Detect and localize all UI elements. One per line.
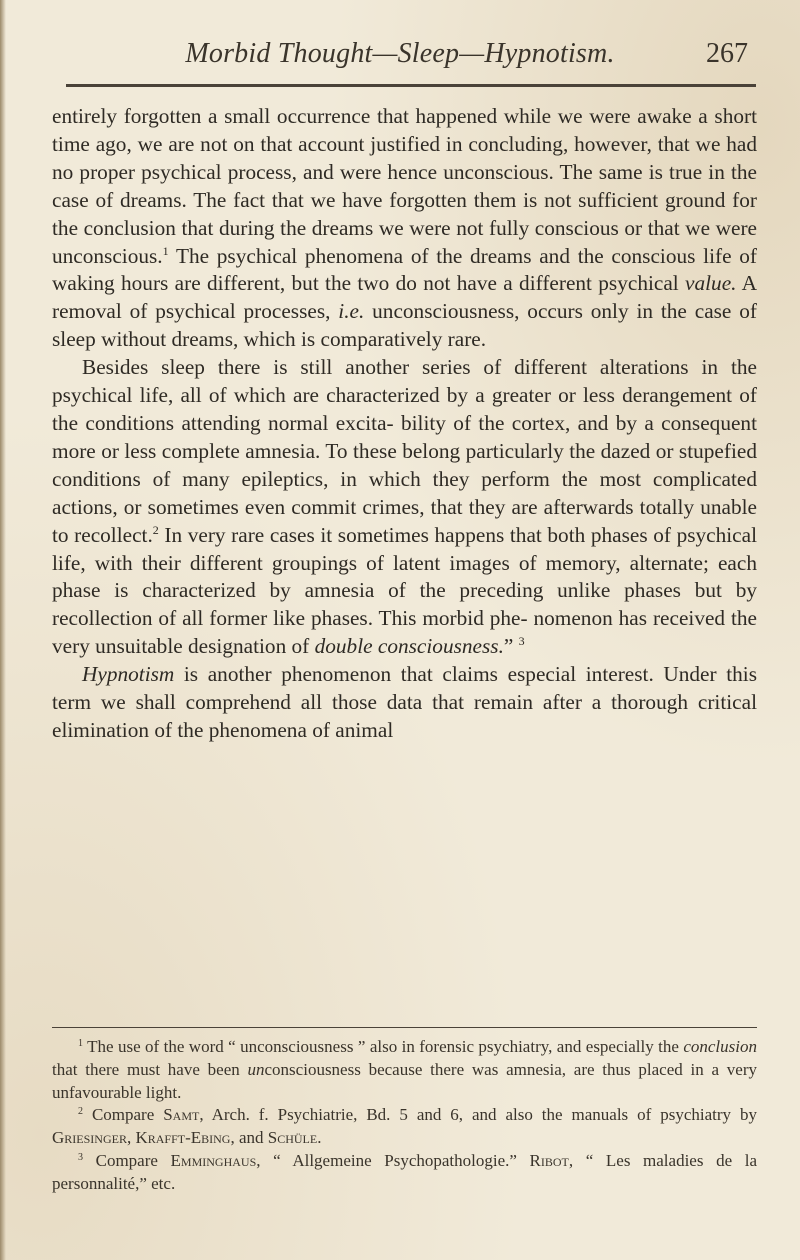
author-name: Griesinger	[52, 1128, 127, 1148]
text-run: , Arch. f. Psychiatrie, Bd. 5 and 6, and also the manuals of psychiatry by	[199, 1105, 757, 1125]
page-number: 267	[706, 38, 748, 69]
text-run: In very rare cases it sometimes happens that both phases of psychical life, with their different groupings of latent images of memory, alternate; each phase is characterized by amnesia of the preceding unlike phases but by recollection of all former like phases. This morbid phe- nomenon has received the very unsuitable designation of	[52, 522, 758, 659]
text-run: that there must have been	[52, 1059, 248, 1079]
italic-text: conclusion	[683, 1037, 757, 1056]
text-run: A removal of psychical processes,	[52, 271, 758, 324]
body-text	[52, 103, 757, 745]
text-run: Compare	[83, 1150, 171, 1170]
footnote	[52, 1150, 757, 1196]
page-binding-edge	[0, 0, 6, 1260]
author-name: Samt	[163, 1105, 200, 1125]
footnote	[52, 1036, 757, 1104]
footnote-rule	[52, 1027, 757, 1028]
footnote-marker: 3	[78, 1151, 83, 1163]
text-run: ,	[126, 1128, 136, 1148]
italic-text: un	[247, 1059, 265, 1079]
text-run: .	[317, 1128, 322, 1148]
header-rule	[66, 84, 756, 87]
footnote-marker: 1	[162, 243, 169, 258]
paragraph	[52, 354, 757, 661]
paragraph	[52, 103, 757, 354]
footnote	[52, 1104, 757, 1150]
text-run: unconsciousness, occurs only in the case of sleep without dreams, which is comparatively rare.	[52, 299, 757, 352]
author-name: Emminghaus	[170, 1150, 257, 1170]
footnote-marker: 2	[78, 1106, 83, 1118]
text-run: is another phenomenon that claims especial interest. Under this term we shall comprehend all those data that remain after a thorough critical elimination of the phenomena of animal	[52, 662, 757, 742]
text-run: entirely forgotten a small occurrence that happened while we were awake a short time ago, we are not on that account justified in concluding, however, that we had no proper psychical process, and were hence unconscious. The same is true in the case of dreams. The fact that we have forgotten them is not sufficient ground for the conclusion that during the dreams we were not fully conscious or that we were unconscious.	[52, 104, 757, 268]
italic-text: Hypnotism	[82, 662, 175, 687]
italic-text: double consciousness.	[314, 634, 504, 659]
running-head-title: Morbid Thought—Sleep—Hypnotism.	[185, 38, 615, 69]
text-run: , “ Allgemeine Psychopathologie.”	[256, 1150, 530, 1170]
footnote-marker: 3	[518, 634, 525, 649]
footnotes	[52, 1036, 757, 1196]
text-run: The use of the word “ unconsciousness ” also in forensic psychiatry, and especially the	[83, 1037, 684, 1056]
text-run: , and	[230, 1128, 268, 1148]
text-run: ”	[503, 634, 519, 659]
text-run: consciousness because there was amnesia, are thus placed in a very unfavourable light.	[52, 1059, 758, 1102]
running-head	[0, 38, 800, 88]
text-run: Besides sleep there is still another series of different alterations in the psychical life, all of which are characterized by a greater or less derangement of the conditions attending normal excita- bility of the cortex, and by a consequent more or less complete amnesia. To these belong particularly the dazed or stupefied conditions of many epileptics, in which they perform the most complicated actions, or sometimes even commit crimes, that they are afterwards totally unable to recollect.	[52, 355, 757, 547]
italic-text: value.	[685, 271, 737, 296]
author-name: Schüle	[267, 1128, 318, 1148]
text-run: The psychical phenomena of the dreams and the conscious life of waking hours are different, but the two do not have a different psychical	[52, 243, 757, 296]
footnote-marker: 1	[78, 1038, 83, 1049]
text-run: Compare	[83, 1105, 164, 1125]
italic-text: i.e.	[338, 299, 365, 324]
author-name: Krafft-Ebing	[135, 1128, 231, 1148]
paragraph	[52, 661, 757, 745]
text-run: , “ Les maladies de la personnalité,” etc.	[52, 1150, 757, 1193]
author-name: Ribot	[529, 1150, 569, 1170]
footnote-marker: 2	[152, 522, 159, 537]
